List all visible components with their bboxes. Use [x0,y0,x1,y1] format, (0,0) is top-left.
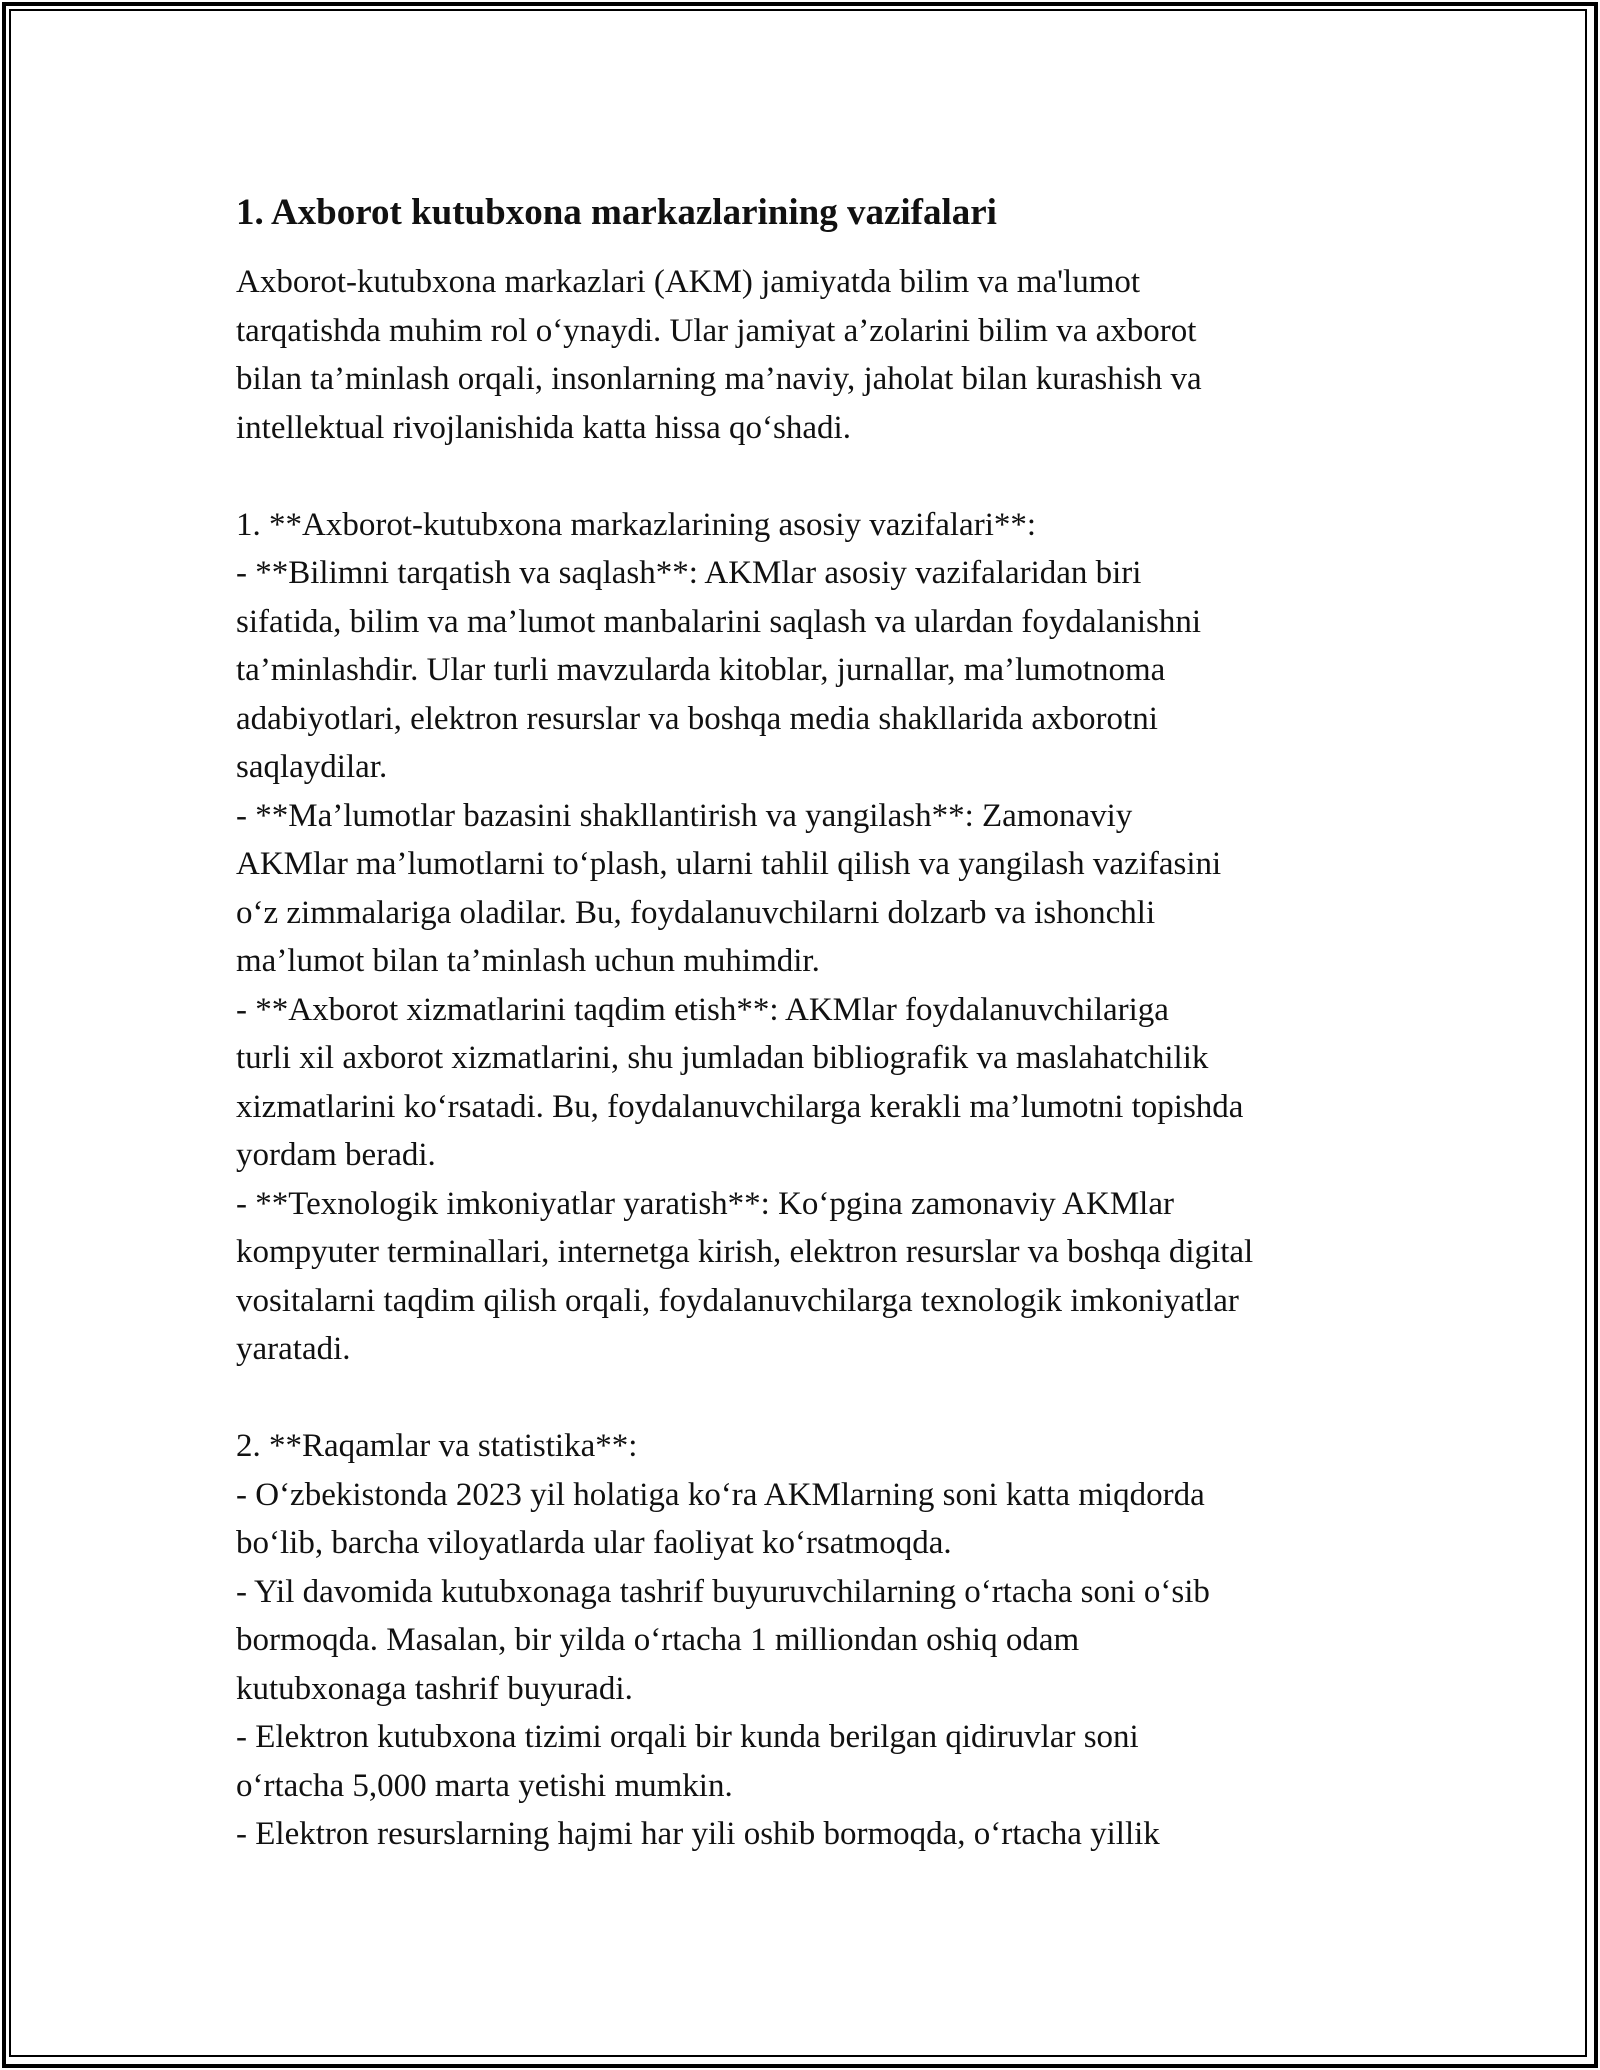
list-item-technology: - **Texnologik imkoniyatlar yaratish**: Ko‘pgina zamonaviy AKMlar kompyuter terminallari, internetga kirish, elektron resurslar va boshqa digital vositalarni taqdim qilish orqali, foydalanuvchilarga texnologik imkoniyatlar yaratadi. [236,1185,1254,1367]
list-item-visitors: - Yil davomida kutubxonaga tashrif buyuruvchilarning o‘rtacha soni o‘sib bormoqda. Masalan, bir yilda o‘rtacha 1 milliondan oshiq odam kutubxonaga tashrif buyuradi. [236,1573,1210,1707]
document-body [236,186,1396,1859]
list-item-searches: - Elektron kutubxona tizimi orqali bir kunda berilgan qidiruvlar soni o‘rtacha 5,000 marta yetishi mumkin. [236,1719,1139,1804]
list-item-count: - O‘zbekistonda 2023 yil holatiga ko‘ra AKMlarning soni katta miqdorda bo‘lib, barcha viloyatlarda ular faoliyat ko‘rsatmoqda. [236,1476,1205,1561]
document-title: 1. Axborot kutubxona markazlarining vazifalari [236,192,997,233]
paragraph-gap [236,1374,1396,1423]
list-item-resources: - Elektron resurslarning hajmi har yili oshib bormoqda, o‘rtacha yillik [236,1816,1160,1852]
section-1-heading: 1. **Axborot-kutubxona markazlarining asosiy vazifalari**: [236,506,1037,543]
intro-paragraph: Axborot-kutubxona markazlari (AKM) jamiyatda bilim va ma'lumot tarqatishda muhim rol o‘ynaydi. Ular jamiyat a’zolarini bilim va axborot bilan ta’minlash orqali, insonlarning ma’naviy, jaholat bilan kurashish va intellektual rivojlanishida katta hissa qo‘shadi. [236,264,1202,446]
list-item-database: - **Ma’lumotlar bazasini shakllantirish va yangilash**: Zamonaviy AKMlar ma’lumotlarni to‘plash, ularni tahlil qilish va yangilash vazifasini o‘z zimmalariga oladilar. Bu, foydalanuvchilarni dolzarb va ishonchli ma’lumot bilan ta’minlash uchun muhimdir. [236,797,1222,979]
paragraph-gap [236,452,1396,501]
list-item-services: - **Axborot xizmatlarini taqdim etish**: AKMlar foydalanuvchilariga turli xil axborot xizmatlarini, shu jumladan bibliografik va maslahatchilik xizmatlarini ko‘rsatadi. Bu, foydalanuvchilarga kerakli ma’lumotni topishda yordam beradi. [236,991,1244,1173]
section-2-heading: 2. **Raqamlar va statistika**: [236,1428,638,1464]
list-item-knowledge: - **Bilimni tarqatish va saqlash**: AKMlar asosiy vazifalaridan biri sifatida, bilim va ma’lumot manbalarini saqlash va ulardan foydalanishni ta’minlashdir. Ular turli mavzularda kitoblar, jurnallar, ma’lumotnoma adabiyotlari, elektron resurslar va boshqa media shakllarida axborotni saqlaydilar. [236,555,1201,785]
